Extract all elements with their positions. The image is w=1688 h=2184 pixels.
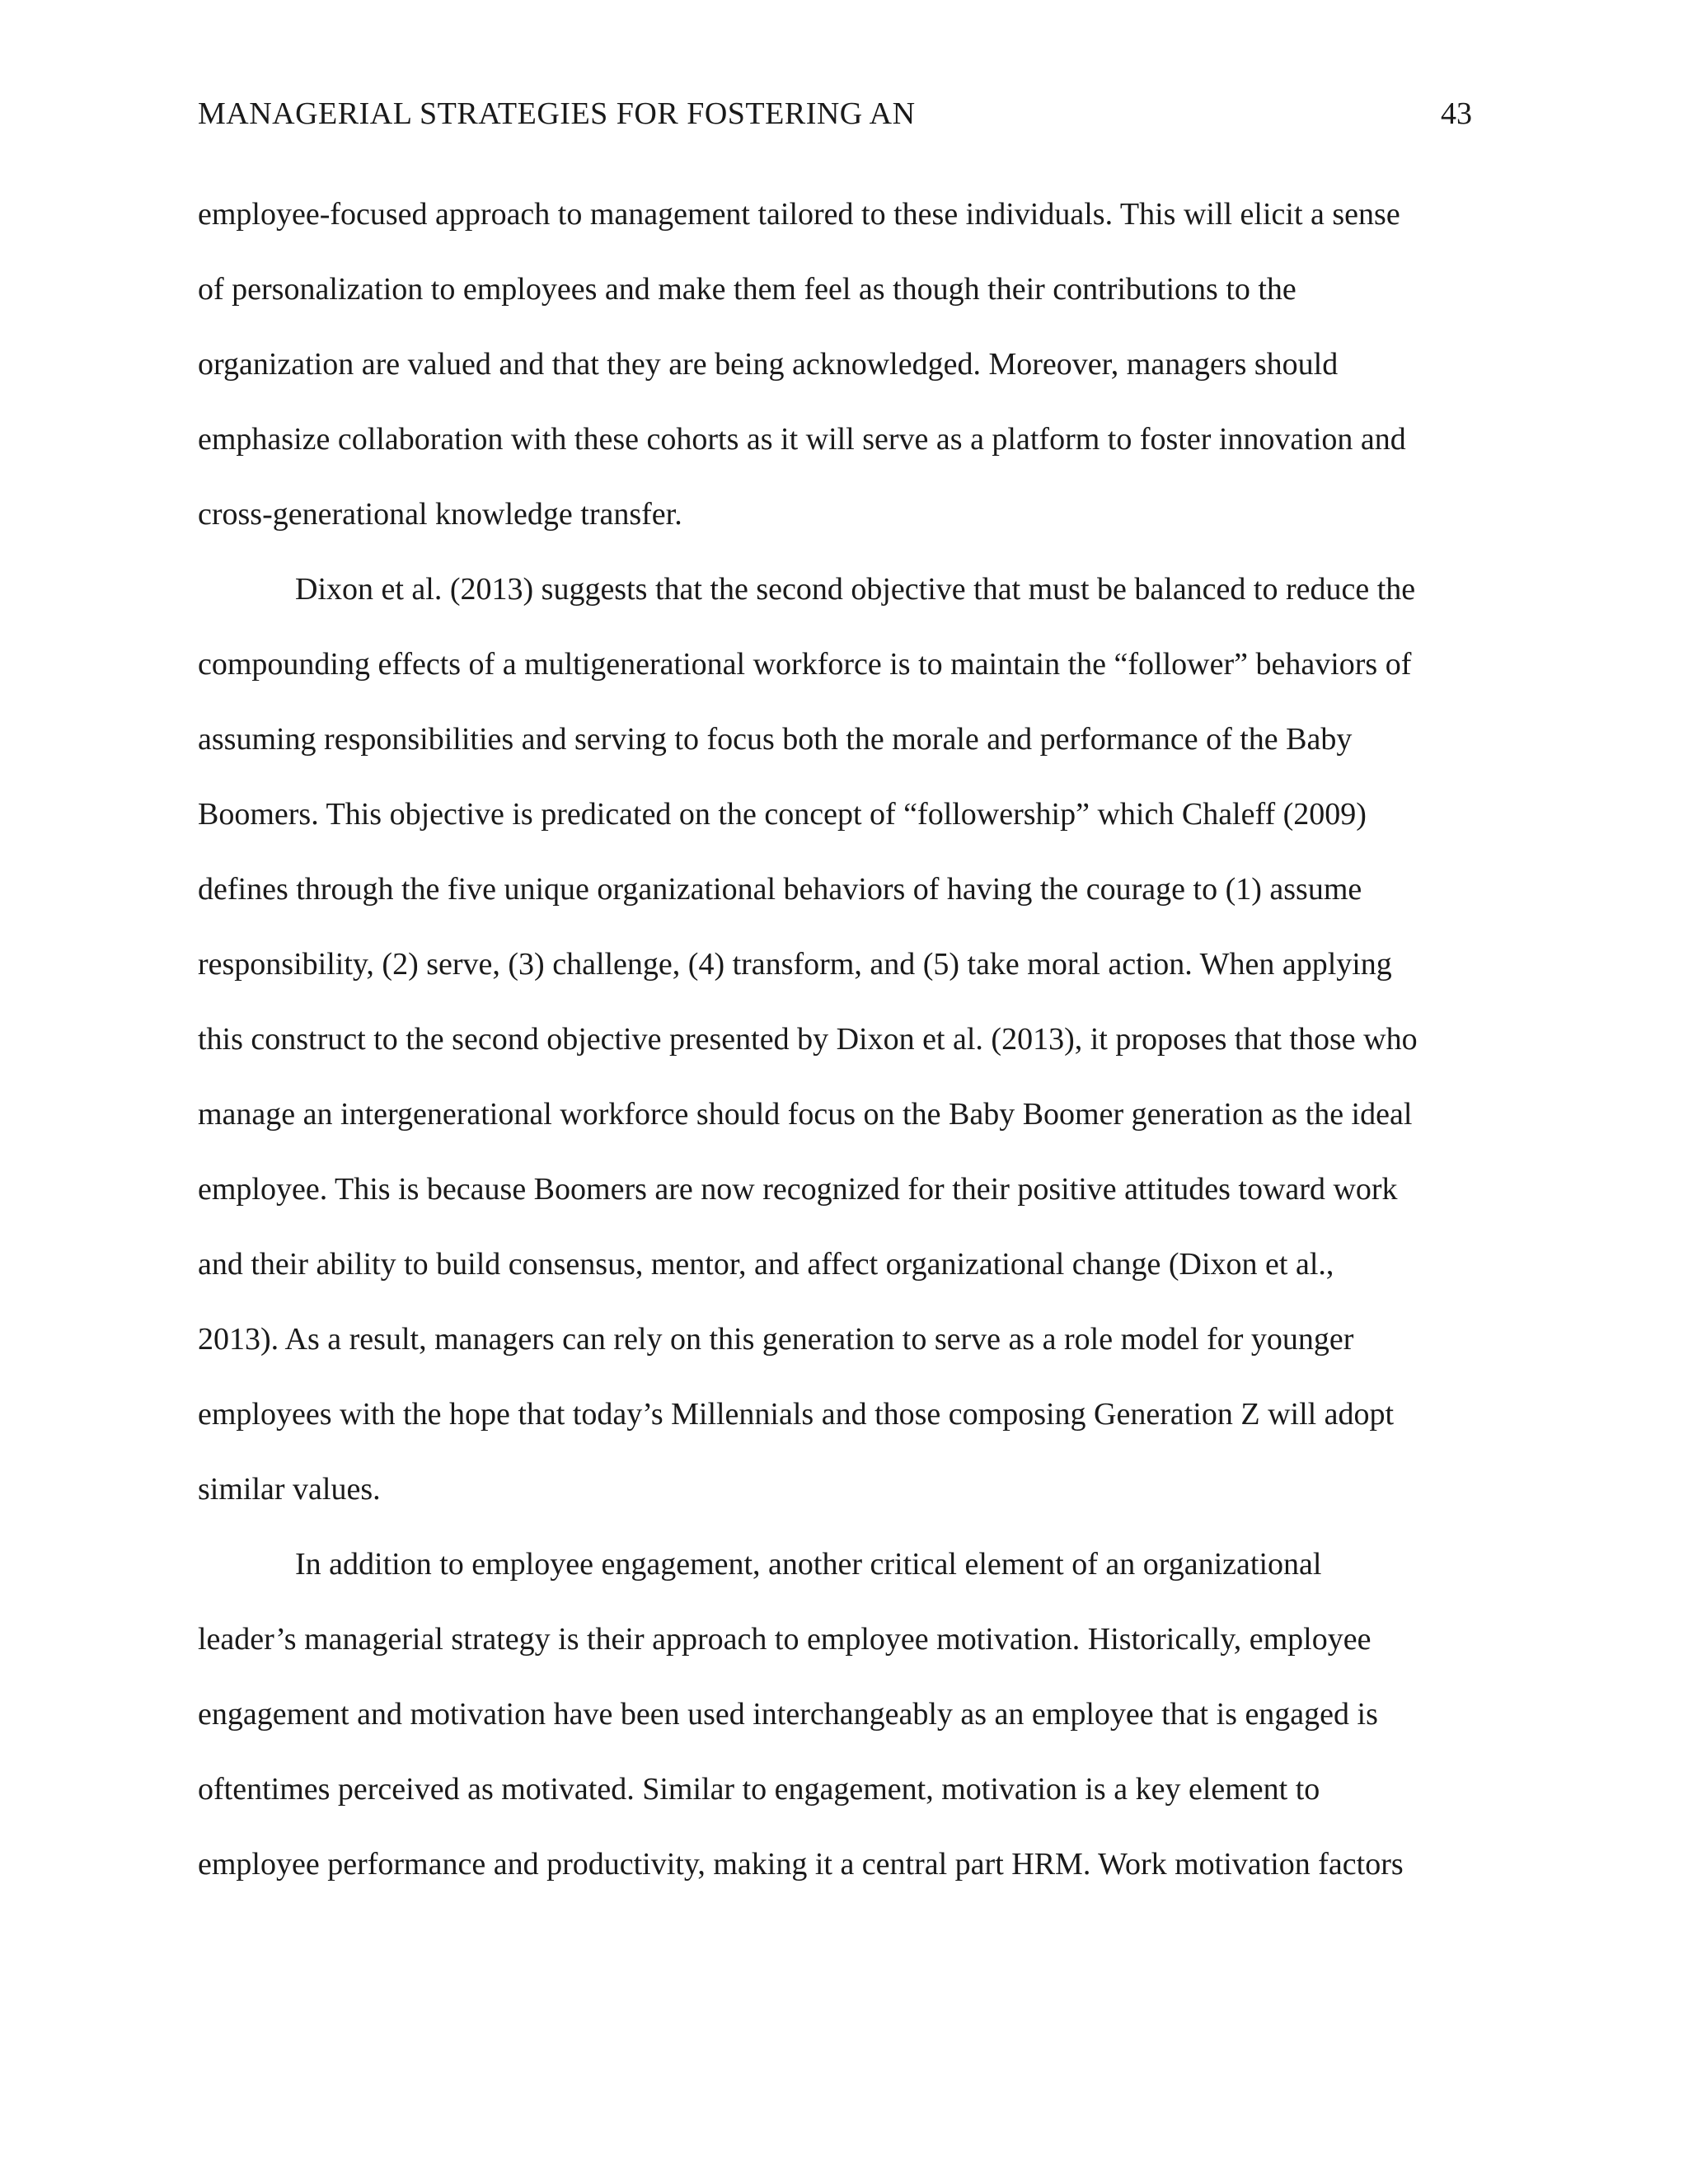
body-line-9: Boomers. This objective is predicated on the concept of “followership” which Chaleff (2009) bbox=[198, 797, 1367, 832]
body-line-8: assuming responsibilities and serving to focus both the morale and performance of the Baby bbox=[198, 722, 1353, 757]
running-head: MANAGERIAL STRATEGIES FOR FOSTERING AN bbox=[198, 96, 916, 131]
body-line-5: cross-generational knowledge transfer. bbox=[198, 497, 682, 532]
body-line-18: similar values. bbox=[198, 1472, 381, 1507]
body-line-22: oftentimes perceived as motivated. Similar to engagement, motivation is a key element to bbox=[198, 1772, 1320, 1807]
body-line-6: Dixon et al. (2013) suggests that the second objective that must be balanced to reduce the bbox=[295, 572, 1416, 607]
body-line-13: manage an intergenerational workforce should focus on the Baby Boomer generation as the ideal bbox=[198, 1097, 1413, 1132]
body-line-21: engagement and motivation have been used interchangeably as an employee that is engaged is bbox=[198, 1697, 1378, 1732]
body-line-16: 2013). As a result, managers can rely on this generation to serve as a role model for younger bbox=[198, 1322, 1354, 1357]
body-line-14: employee. This is because Boomers are now recognized for their positive attitudes toward work bbox=[198, 1172, 1398, 1207]
body-line-15: and their ability to build consensus, mentor, and affect organizational change (Dixon et al., bbox=[198, 1247, 1334, 1282]
body-line-11: responsibility, (2) serve, (3) challenge, (4) transform, and (5) take moral action. When applying bbox=[198, 947, 1392, 982]
body-line-1: employee-focused approach to management tailored to these individuals. This will elicit a sense bbox=[198, 197, 1400, 232]
body-line-17: employees with the hope that today’s Millennials and those composing Generation Z will adopt bbox=[198, 1397, 1395, 1432]
body-line-20: leader’s managerial strategy is their approach to employee motivation. Historically, employee bbox=[198, 1622, 1372, 1657]
body-line-19: In addition to employee engagement, another critical element of an organizational bbox=[295, 1547, 1322, 1582]
body-line-23: employee performance and productivity, making it a central part HRM. Work motivation factors bbox=[198, 1847, 1404, 1882]
body-line-4: emphasize collaboration with these cohorts as it will serve as a platform to foster innovation and bbox=[198, 422, 1406, 457]
body-line-3: organization are valued and that they are being acknowledged. Moreover, managers should bbox=[198, 347, 1339, 382]
body-line-7: compounding effects of a multigenerational workforce is to maintain the “follower” behaviors of bbox=[198, 647, 1412, 682]
body-line-12: this construct to the second objective presented by Dixon et al. (2013), it proposes that those who bbox=[198, 1022, 1418, 1057]
body-line-10: defines through the five unique organizational behaviors of having the courage to (1) assume bbox=[198, 872, 1362, 907]
page-number: 43 bbox=[1441, 96, 1472, 131]
body-line-2: of personalization to employees and make them feel as though their contributions to the bbox=[198, 272, 1296, 307]
